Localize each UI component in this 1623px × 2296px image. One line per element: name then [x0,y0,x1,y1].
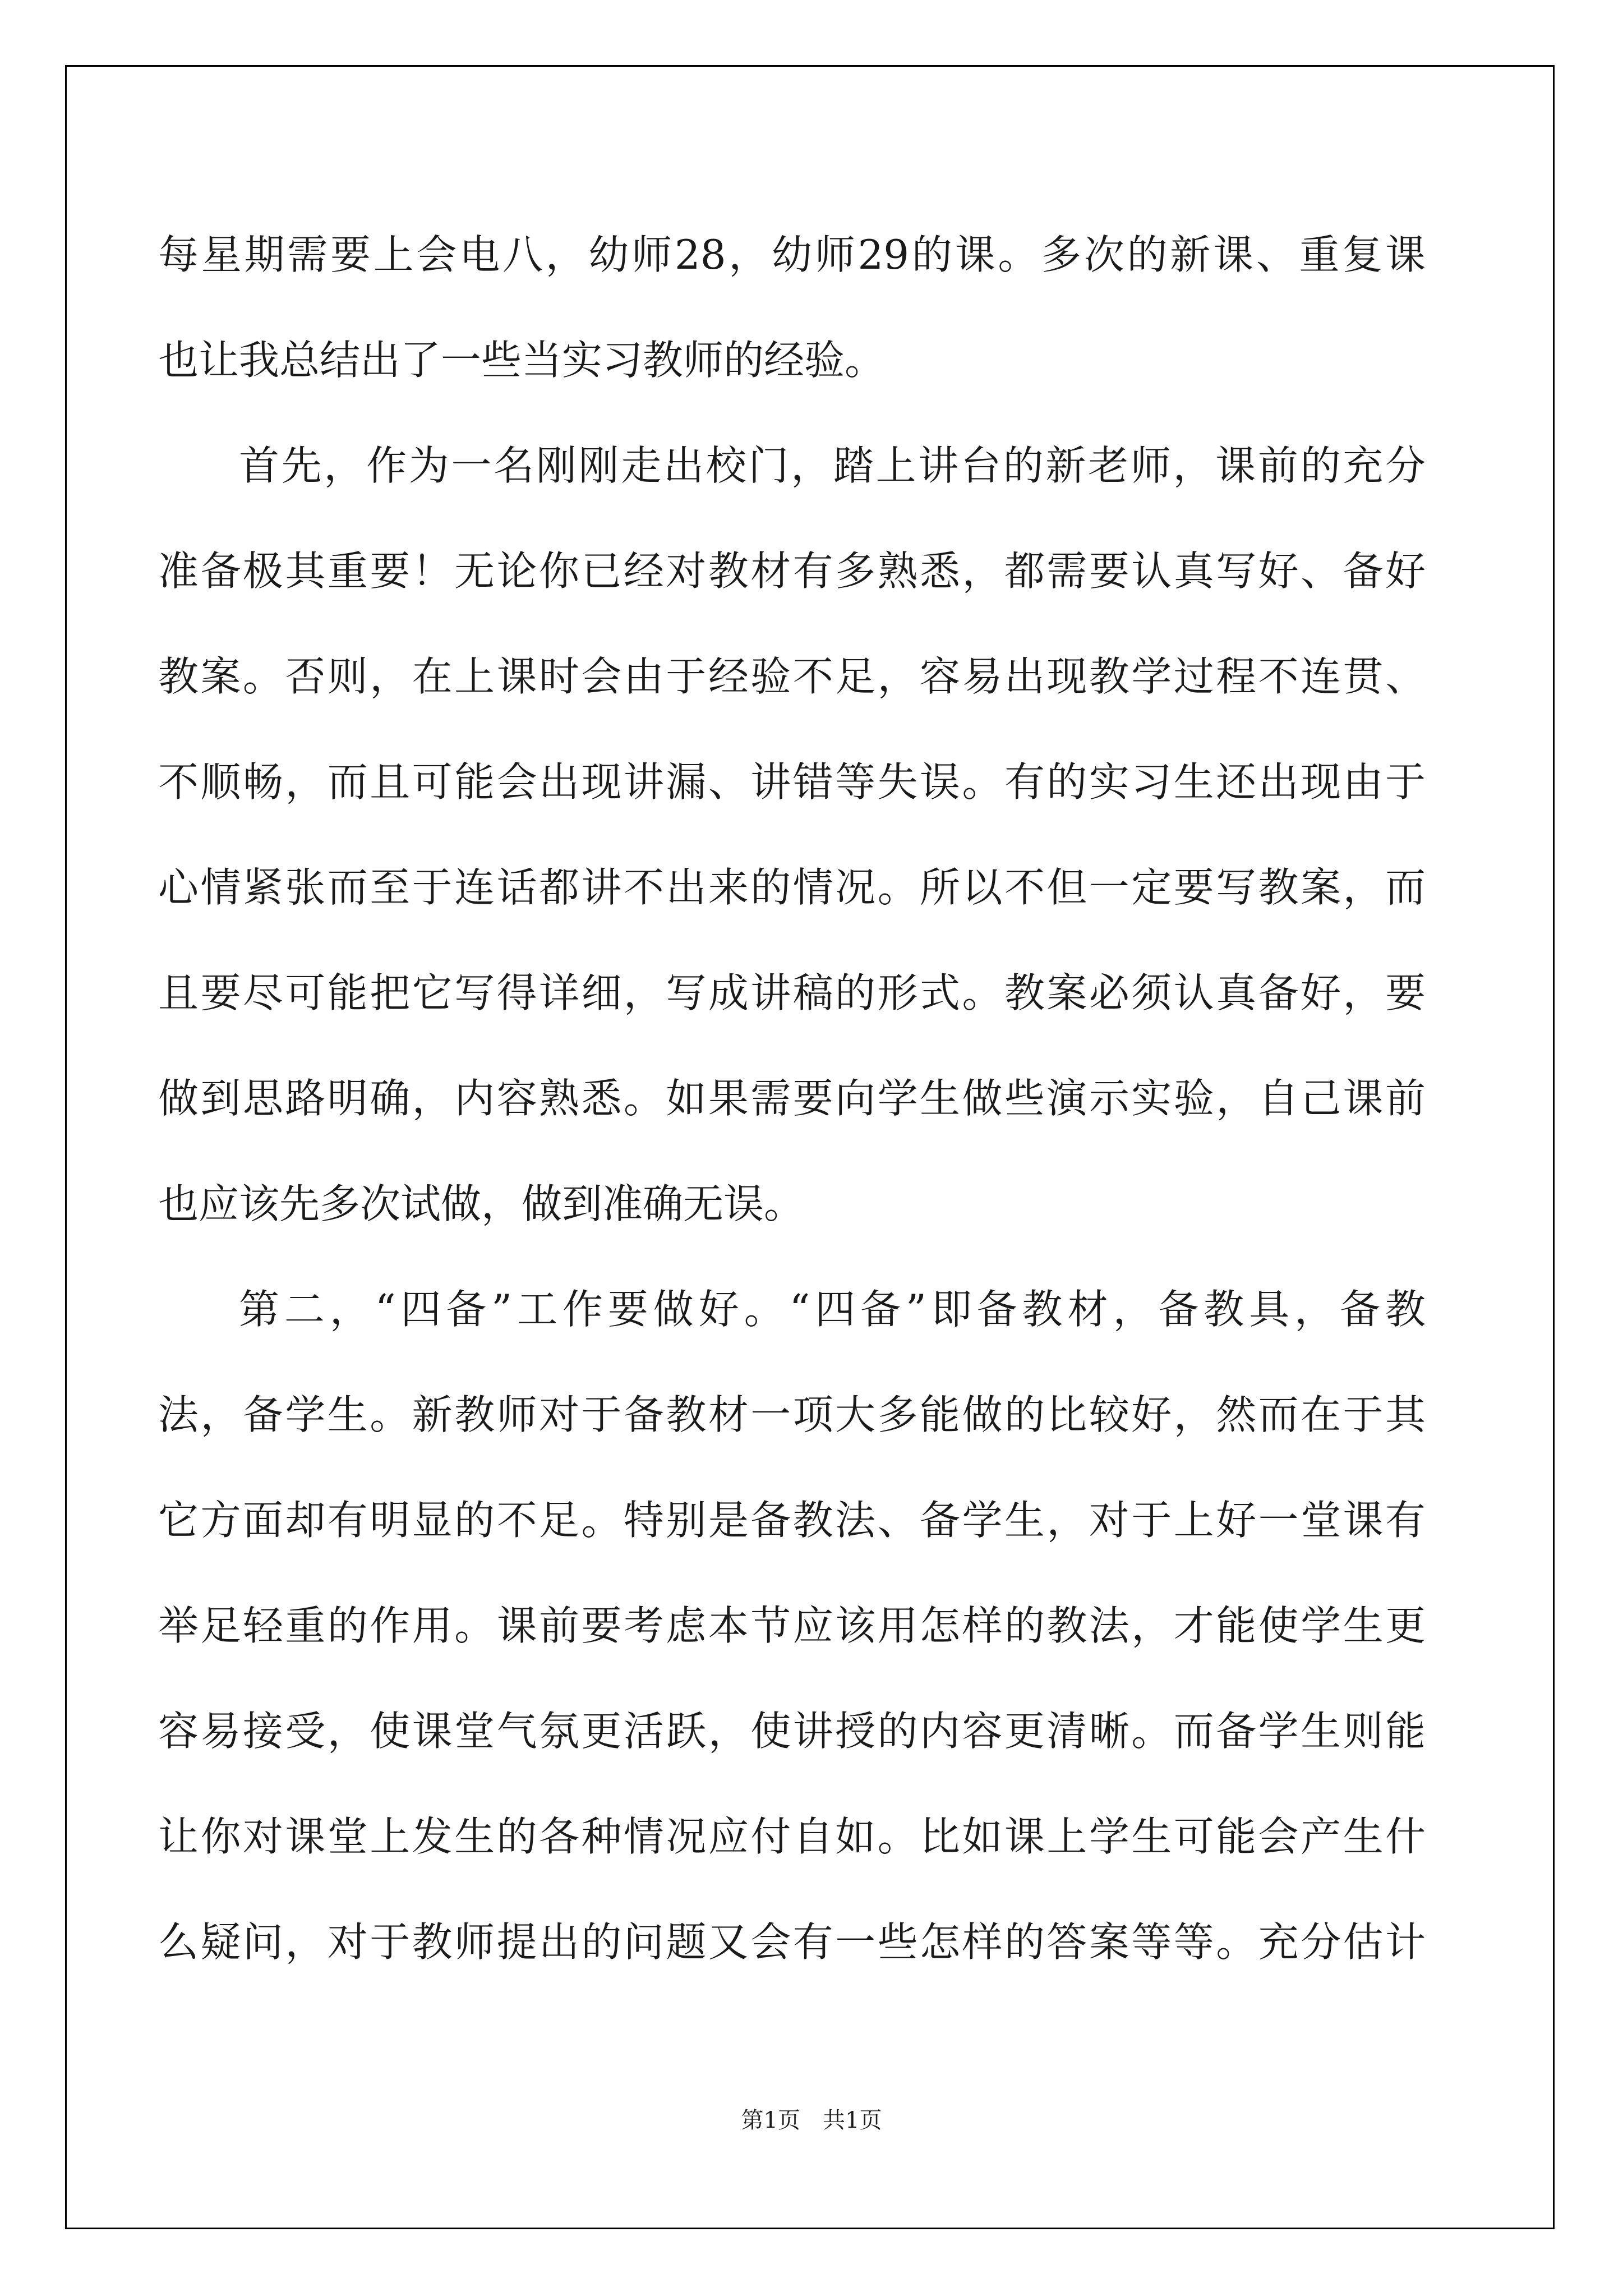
text-line: 首先，作为一名刚刚走出校门，踏上讲台的新老师，课前的充分 [239,442,1426,489]
text-line: 容易接受，使课堂气氛更活跃，使讲授的内容更清晰。而备学生则能 [158,1708,1426,1755]
text-line: 准备极其重要！无论你已经对教材有多熟悉，都需要认真写好、备好 [158,547,1426,595]
text-line: 不顺畅，而且可能会出现讲漏、讲错等失误。有的实习生还出现由于 [158,758,1426,806]
text-line: 心情紧张而至于连话都讲不出来的情况。所以不但一定要写教案，而 [158,864,1426,911]
text-line: 做到思路明确，内容熟悉。如果需要向学生做些演示实验，自己课前 [158,1075,1426,1122]
text-line: 也应该先多次试做，做到准确无误。 [158,1180,805,1227]
document-body [158,202,1426,1995]
text-line: 教案。否则，在上课时会由于经验不足，容易出现教学过程不连贯、 [158,653,1426,700]
text-line: 法，备学生。新教师对于备教材一项大多能做的比较好，然而在于其 [158,1391,1426,1438]
text-line: 它方面却有明显的不足。特别是备教法、备学生，对于上好一堂课有 [158,1497,1426,1544]
text-line: 且要尽可能把它写得详细，写成讲稿的形式。教案必须认真备好，要 [158,969,1426,1016]
text-line: 么疑问，对于教师提出的问题又会有一些怎样的答案等等。充分估计 [158,1918,1426,1966]
text-line: 举足轻重的作用。课前要考虑本节应该用怎样的教法，才能使学生更 [158,1602,1426,1649]
page-number-footer: 第1页 共1页 [741,2108,882,2133]
text-line: 第二，“四备”工作要做好。“四备”即备教材，备教具，备教 [239,1286,1426,1333]
text-line: 让你对课堂上发生的各种情况应付自如。比如课上学生可能会产生什 [158,1813,1426,1860]
text-line: 每星期需要上会电八，幼师28，幼师29的课。多次的新课、重复课 [158,231,1426,278]
text-line: 也让我总结出了一些当实习教师的经验。 [158,337,886,384]
